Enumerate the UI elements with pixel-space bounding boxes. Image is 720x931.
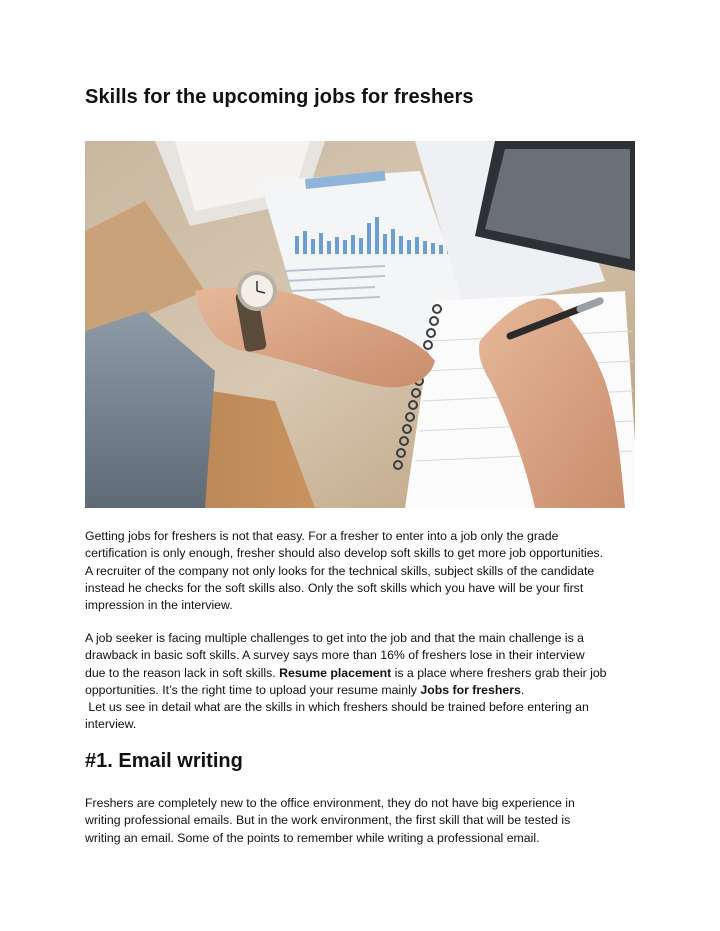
page-title: Skills for the upcoming jobs for freshers — [85, 86, 474, 108]
intro-line-2: certification is only enough, fresher should also develop soft skills to get more job opportunities. — [85, 546, 604, 561]
email-line-3: writing an email. Some of the points to remember while writing a professional email. — [85, 830, 540, 845]
email-paragraph — [85, 795, 645, 847]
email-line-2: writing professional emails. But in the work environment, the first skill that will be tested is — [85, 813, 571, 828]
email-line-1: Freshers are completely new to the office environment, they do not have big experience in — [85, 796, 575, 810]
challenges-line-5: Let us see in detail what are the skills in which freshers should be trained before entering an — [85, 700, 589, 715]
challenges-line-6: interview. — [85, 717, 137, 732]
section-heading-email-writing: #1. Email writing — [85, 750, 243, 772]
intro-line-5: impression in the interview. — [85, 598, 233, 613]
challenges-line-3 — [85, 665, 645, 682]
jobs-for-freshers-text: Jobs for freshers — [420, 682, 521, 697]
challenges-line-2: drawback in basic soft skills. A survey says more than 16% of freshers lose in their interview — [85, 648, 585, 663]
article-photo — [85, 141, 635, 508]
photo-illustration — [85, 141, 635, 508]
challenges-paragraph — [85, 630, 645, 734]
intro-paragraph — [85, 528, 645, 614]
intro-line-4: instead he checks for the soft skills also. Only the soft skills which you have will be your first — [85, 580, 584, 595]
resume-placement-text: Resume placement — [279, 665, 392, 680]
challenges-line-4-start: opportunities. It’s the right time to upload your resume mainly — [85, 682, 421, 697]
challenges-line-1: A job seeker is facing multiple challenges to get into the job and that the main challenge is a — [85, 631, 585, 645]
challenges-line-4-end: . — [520, 682, 525, 697]
challenges-line-4 — [85, 682, 645, 699]
intro-line-3: A recruiter of the company not only looks for the technical skills, subject skills of the candidate — [85, 563, 595, 578]
challenges-line-3-end: is a place where freshers grab their job — [391, 665, 607, 680]
challenges-line-3-start: due to the reason lack in soft skills. — [85, 665, 280, 680]
intro-line-1: Getting jobs for freshers is not that easy. For a fresher to enter into a job only the grade — [85, 529, 559, 543]
